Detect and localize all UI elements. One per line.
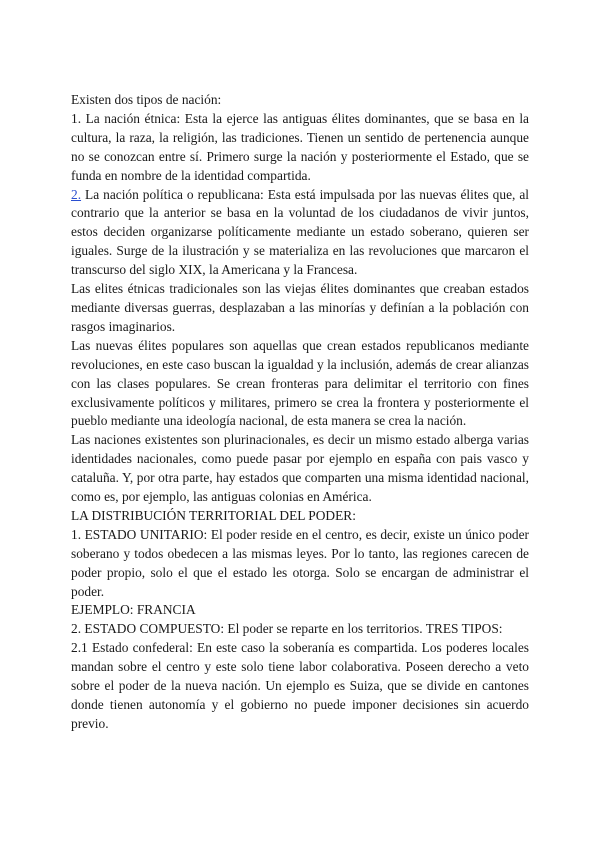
list-number-link[interactable]: 2.: [71, 186, 82, 202]
paragraph-new-elites: Las nuevas élites populares son aquellas que crean estados republicanos mediante revoluciones, en este caso buscan la igualdad y la inclusión, además de crear alianzas con las clases populares. Se crean fronteras para delimitar el territorio con fines exclusivamente políticos y militares, primero se crea la frontera y posteriormente el pueblo mediante una ideología nacional, de esta manera se crea la nación.: [71, 337, 529, 429]
paragraph-plurinational: Las naciones existentes son plurinacionales, es decir un mismo estado alberga varias identidades nacionales, como puede pasar por ejemplo en españa con pais vasco y cataluña. Y, por otra parte, hay estados que comparten una misma identidad nacional, como es, por ejemplo, las antiguas colonias en América.: [71, 432, 529, 505]
intro-line: Existen dos tipos de nación:: [71, 92, 222, 107]
paragraph-political-nation: [71, 186, 529, 281]
paragraph-confederal-state: 2.1 Estado confederal: En este caso la soberanía es compartida. Los poderes locales mandan sobre el centro y este solo tiene labor colaborativa. Poseen derecho a veto sobre el poder de la nueva nación. Un ejemplo es Suiza, que se divide en cantones donde tienen autonomía y el gobierno no puede imponer decisiones sin acuerdo previo.: [71, 640, 529, 731]
section-heading: LA DISTRIBUCIÓN TERRITORIAL DEL PODER:: [71, 507, 356, 523]
document-page: [71, 91, 529, 734]
paragraph-compound-state: 2. ESTADO COMPUESTO: El poder se reparte en los territorios. TRES TIPOS:: [71, 621, 503, 637]
paragraph-traditional-elites: Las elites étnicas tradicionales son las viejas élites dominantes que creaban estados mediante diversas guerras, desplazaban a las minorías y definían a la población con rasgos imaginarios.: [71, 281, 529, 334]
paragraph-ethnic-nation: 1. La nación étnica: Esta la ejerce las antiguas élites dominantes, que se basa en la cultura, la raza, la religión, las tradiciones. Tienen un sentido de pertenencia aunque no se conozcan entre sí. Primero surge la nación y posteriormente el Estado, que se funda en nombre de la identidad compartida.: [71, 110, 529, 183]
example-line: EJEMPLO: FRANCIA: [71, 602, 196, 618]
paragraph-political-nation-text: La nación política o republicana: Esta está impulsada por las nuevas élites que, al contrario que la anterior se basa en la voluntad de los ciudadanos de vivir juntos, estos deciden organizarse políticamente mediante un estado soberano, quieren ser iguales. Surge de la ilustración y se materializa en las revoluciones que marcaron el transcurso del siglo XIX, la Americana y la Francesa.: [71, 186, 529, 278]
paragraph-unitary-state: 1. ESTADO UNITARIO: El poder reside en el centro, es decir, existe un único poder soberano y todos obedecen a las mismas leyes. Por lo tanto, las regiones carecen de poder propio, solo el que el estado les otorga. Solo se encargan de administrar el poder.: [71, 526, 529, 599]
